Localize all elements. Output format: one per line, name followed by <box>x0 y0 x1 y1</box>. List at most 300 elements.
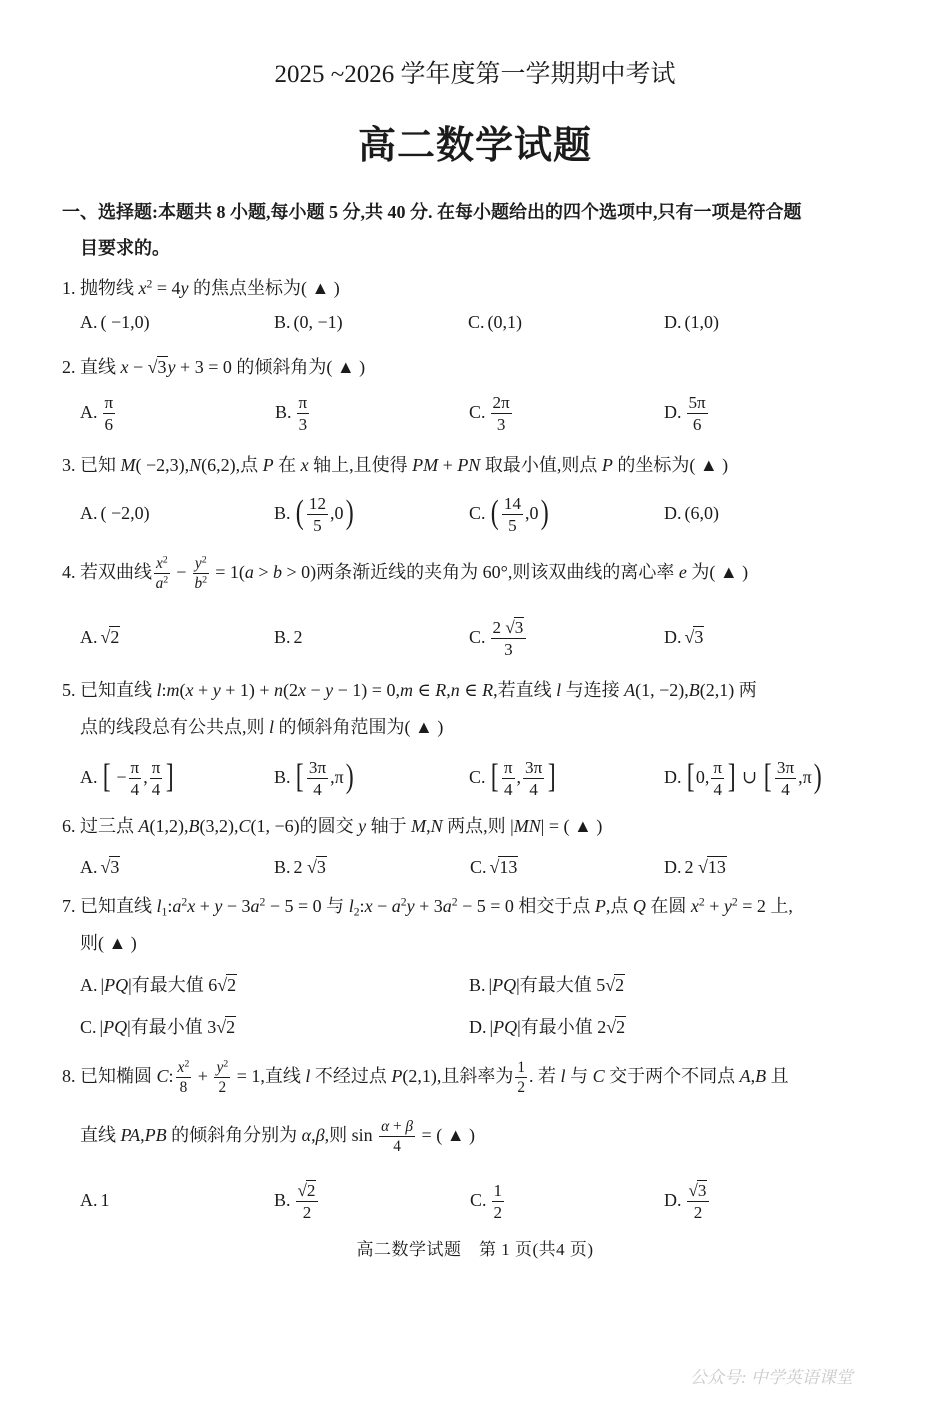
fraction-denominator: 4 <box>393 1138 401 1156</box>
fraction-numerator: 3π <box>307 758 328 780</box>
math-text: ( −2,0) <box>100 503 150 523</box>
math-variable: PQ <box>103 1017 128 1037</box>
option-row <box>0 307 950 337</box>
option-content <box>685 857 727 877</box>
math-text: ∈ <box>459 680 483 700</box>
math-variable: β <box>315 1125 325 1145</box>
fraction <box>193 555 209 593</box>
math-variable: y <box>212 680 221 700</box>
option-content <box>295 392 312 435</box>
math-text: (2,1) 两 <box>699 680 757 700</box>
math-text: ,π <box>330 767 344 787</box>
math-text: , <box>516 767 522 787</box>
math-text: (6,2),点 <box>201 455 263 475</box>
math-text: (0, −1) <box>293 312 343 332</box>
math-variable: m <box>399 680 413 700</box>
superscript: 2 <box>181 895 188 909</box>
fraction-numerator: 1 <box>515 1059 527 1079</box>
superscript: 2 <box>146 277 153 291</box>
math-variable: B <box>188 816 200 836</box>
math-text: + <box>193 680 213 700</box>
math-text: : <box>161 680 167 700</box>
math-text: ,点 <box>605 896 633 916</box>
math-variable: x <box>177 1058 185 1076</box>
option-label: A. <box>80 975 98 995</box>
option-label: A. <box>80 312 98 332</box>
question-stem <box>62 1048 789 1104</box>
option-label: C. <box>469 767 486 787</box>
large-delimiter: ] <box>727 757 736 795</box>
square-root <box>605 976 625 996</box>
fraction <box>176 1059 192 1097</box>
fraction <box>214 1059 230 1097</box>
option-label: D. <box>664 312 682 332</box>
fraction <box>379 1118 415 1156</box>
math-variable: P <box>391 1066 403 1086</box>
math-text: (2 <box>282 680 298 700</box>
option-label: D. <box>664 857 682 877</box>
math-variable: l <box>348 896 354 916</box>
square-root <box>298 1182 317 1201</box>
fraction <box>129 758 142 800</box>
option-a <box>80 852 120 882</box>
math-variable: B <box>755 1066 767 1086</box>
math-variable: b <box>273 562 282 582</box>
math-text: − 3 <box>222 896 251 916</box>
math-variable: C <box>592 1066 605 1086</box>
option-content <box>685 312 720 332</box>
math-variable: N <box>430 816 443 836</box>
math-text: > <box>253 562 273 582</box>
fraction <box>103 393 116 435</box>
math-variable: C <box>156 1066 169 1086</box>
math-text: 直线 <box>80 1125 121 1145</box>
math-text: 的倾斜角分别为 <box>166 1125 302 1145</box>
math-text: + <box>389 1117 406 1135</box>
math-variable: n <box>450 680 460 700</box>
math-variable: y <box>216 1058 224 1076</box>
math-text: − <box>128 357 148 377</box>
option-d <box>664 307 719 337</box>
option-content <box>685 392 710 435</box>
large-delimiter: [ <box>490 757 499 795</box>
fraction-numerator: π <box>297 393 310 415</box>
option-label: C. <box>468 312 485 332</box>
math-text: ( −2,3), <box>135 455 190 475</box>
radicand: 3 <box>110 857 120 877</box>
option-b <box>274 1172 320 1228</box>
option-row <box>0 852 950 882</box>
math-variable: x <box>297 680 306 700</box>
option-d <box>664 852 727 882</box>
option-c <box>468 307 522 337</box>
fraction-denominator: 6 <box>692 415 702 435</box>
large-delimiter: ) <box>345 757 354 795</box>
math-variable: PQ <box>104 975 129 995</box>
math-text: ,0 <box>330 503 344 523</box>
fraction-numerator: π <box>711 758 724 780</box>
option-label: C. <box>469 402 486 422</box>
option-label: B. <box>274 312 291 332</box>
math-variable: PM <box>412 455 439 475</box>
option-label: A. <box>80 1190 98 1210</box>
math-text: | <box>488 975 493 995</box>
fraction <box>775 758 796 800</box>
superscript: 2 <box>259 895 266 909</box>
fraction <box>687 393 708 435</box>
fraction-denominator: 6 <box>104 415 114 435</box>
fraction-denominator: 8 <box>179 1079 188 1097</box>
math-variable: y <box>406 896 415 916</box>
math-text: 的焦点坐标为( ▲ ) <box>188 278 340 298</box>
option-d <box>664 749 823 805</box>
math-variable: A <box>739 1066 751 1086</box>
math-variable: y <box>214 896 223 916</box>
math-variable: l <box>156 896 162 916</box>
radicand: 2 <box>615 975 625 995</box>
math-text: , <box>750 1066 756 1086</box>
math-variable: a <box>391 896 401 916</box>
fraction <box>502 494 523 536</box>
math-text: 0, <box>695 767 710 787</box>
option-label: A. <box>80 857 98 877</box>
math-variable: MN <box>513 816 541 836</box>
option-label: B. <box>274 857 291 877</box>
math-text: ( <box>179 680 186 700</box>
math-text: − <box>171 562 191 582</box>
fraction-numerator: π <box>103 393 116 415</box>
square-root <box>689 1182 708 1201</box>
fraction-denominator: 4 <box>529 780 538 800</box>
option-label: A. <box>80 402 98 422</box>
fraction-numerator: 1 <box>492 1181 505 1203</box>
option-label: C. <box>469 627 486 647</box>
math-text: 2 <box>492 617 506 637</box>
option-a <box>80 307 150 337</box>
math-text: > 0)两条渐近线的夹角为 60°,则该双曲线的离心率 <box>282 562 679 582</box>
option-label: C. <box>470 1190 487 1210</box>
fraction <box>307 494 328 536</box>
math-text: , <box>143 767 148 787</box>
math-text: 两点,则 | <box>442 816 514 836</box>
option-content <box>490 1180 507 1223</box>
fraction <box>687 1181 710 1223</box>
option-label: B. <box>274 767 291 787</box>
math-variable: x <box>187 896 196 916</box>
option-b <box>274 749 355 805</box>
math-text: 3. 已知 <box>62 455 121 475</box>
math-text: + <box>704 896 724 916</box>
math-variable: β <box>405 1117 414 1135</box>
superscript: 2 <box>163 574 169 586</box>
radicand: 2 <box>227 975 237 995</box>
fraction-denominator: 3 <box>496 415 506 435</box>
subject-title: 高二数学试题 <box>357 125 592 167</box>
fraction-numerator <box>491 618 527 640</box>
option-content <box>488 312 523 332</box>
math-text: , <box>446 680 451 700</box>
fraction <box>492 1181 505 1223</box>
radicand: 3 <box>514 617 524 637</box>
math-text: 在圆 <box>645 896 691 916</box>
math-variable: y <box>358 816 367 836</box>
math-text: (2,1),且斜率为 <box>402 1066 514 1086</box>
option-c <box>470 852 518 882</box>
question-stem <box>62 273 340 303</box>
math-variable: x <box>185 680 194 700</box>
math-text: + 3 = 0 的倾斜角为( ▲ ) <box>175 357 366 377</box>
math-variable: M <box>120 455 136 475</box>
radicand: 3 <box>694 627 704 647</box>
section-heading: 一、选择题:本题共 8 小题,每小题 5 分,共 40 分. 在每小题给出的四个选项中,只有一项是符合题 <box>62 202 802 222</box>
option-label: C. <box>80 1017 97 1037</box>
large-delimiter: ) <box>345 493 354 531</box>
option-label: A. <box>80 503 98 523</box>
math-variable: N <box>189 455 202 475</box>
math-variable: P <box>601 455 613 475</box>
large-delimiter: [ <box>102 757 111 795</box>
math-variable: a <box>244 562 254 582</box>
square-root <box>217 976 237 996</box>
math-text: (0,1) <box>487 312 523 332</box>
fraction <box>491 618 527 660</box>
fraction <box>297 393 310 435</box>
fraction-denominator <box>154 574 170 593</box>
option-label: B. <box>275 402 292 422</box>
option-content <box>685 627 705 647</box>
superscript: 2 <box>184 1058 190 1070</box>
radicand: 13 <box>707 857 726 877</box>
option-d <box>664 1172 711 1228</box>
option-content <box>101 503 150 523</box>
math-text: 7. 已知直线 <box>62 896 157 916</box>
option-content <box>490 857 519 877</box>
large-delimiter: ] <box>547 757 556 795</box>
option-content <box>489 975 626 995</box>
fraction-numerator: 3π <box>523 758 544 780</box>
math-text: 与 <box>565 1066 593 1086</box>
math-variable: B <box>688 680 700 700</box>
math-text: 取最小值,则点 <box>480 455 602 475</box>
option-a <box>80 970 237 1000</box>
math-variable: PQ <box>493 1017 518 1037</box>
fraction-denominator: 2 <box>218 1079 227 1097</box>
math-variable: PA <box>120 1125 141 1145</box>
option-row <box>0 749 950 805</box>
math-variable: b <box>194 575 203 593</box>
math-text: 6. 过三点 <box>62 816 139 836</box>
fraction-denominator: 5 <box>313 516 322 536</box>
math-variable: PB <box>144 1125 167 1145</box>
math-text: ( −1,0) <box>100 312 150 332</box>
option-content <box>101 312 150 332</box>
option-label: D. <box>664 627 682 647</box>
math-text: , <box>426 816 431 836</box>
math-text: 4. 若双曲线 <box>62 562 152 582</box>
fraction-denominator: 2 <box>302 1203 312 1223</box>
option-content <box>489 392 514 435</box>
math-text: + 1) + <box>220 680 274 700</box>
fraction <box>150 758 163 800</box>
fraction-numerator: 12 <box>307 494 328 516</box>
square-root <box>606 1018 626 1038</box>
large-delimiter: [ <box>686 757 695 795</box>
fraction <box>515 1059 527 1097</box>
math-variable: M <box>411 816 427 836</box>
math-text: − 1) = 0, <box>333 680 400 700</box>
option-label: C. <box>469 503 486 523</box>
option-label: B. <box>469 975 486 995</box>
large-delimiter: ] <box>166 757 175 795</box>
math-text: 2. 直线 <box>62 357 121 377</box>
option-b <box>274 609 303 665</box>
math-variable: α <box>301 1125 312 1145</box>
question-stem <box>62 675 757 705</box>
math-text: ∪ <box>737 767 762 787</box>
math-text: | <box>100 975 105 995</box>
square-root <box>148 358 168 378</box>
option-label: B. <box>274 627 291 647</box>
math-text: |有最大值 5 <box>516 975 606 995</box>
fraction-numerator: π <box>150 758 163 780</box>
option-content <box>490 1017 627 1037</box>
math-text: 的坐标为( ▲ ) <box>612 455 729 475</box>
option-c <box>469 485 550 541</box>
option-d <box>664 609 704 665</box>
math-variable: n <box>273 680 283 700</box>
fraction-denominator: 3 <box>298 415 308 435</box>
math-variable: l <box>269 717 275 737</box>
math-text: = ( ▲ ) <box>417 1125 476 1145</box>
math-text: (3,2), <box>199 816 239 836</box>
question-stem-continued <box>80 928 137 958</box>
option-a <box>80 485 150 541</box>
math-text: (6,0) <box>684 503 719 523</box>
fraction <box>523 758 544 800</box>
fraction-denominator: 2 <box>517 1079 526 1097</box>
question-stem-continued <box>80 1107 475 1163</box>
fraction-numerator: 14 <box>502 494 523 516</box>
square-root <box>216 1018 236 1038</box>
option-a <box>80 609 120 665</box>
fraction-numerator <box>379 1118 415 1138</box>
math-text: + <box>195 896 215 916</box>
option-content <box>489 493 550 536</box>
math-text: 5. 已知直线 <box>62 680 157 700</box>
math-text: ,0 <box>525 503 539 523</box>
math-text: 2 <box>293 627 303 647</box>
square-root <box>101 628 121 648</box>
fraction <box>491 393 512 435</box>
superscript: 2 <box>698 895 705 909</box>
option-content <box>294 857 327 877</box>
math-variable: x <box>156 554 163 572</box>
math-variable: a <box>172 896 182 916</box>
square-root <box>685 628 705 648</box>
math-variable: x <box>690 896 699 916</box>
square-root <box>505 619 524 638</box>
math-variable: A <box>138 816 150 836</box>
option-a <box>80 1172 110 1228</box>
math-variable: x <box>364 896 373 916</box>
math-variable: l <box>556 680 562 700</box>
option-content <box>685 1180 712 1223</box>
option-row <box>0 384 950 440</box>
option-c <box>80 1012 236 1042</box>
math-variable: R <box>482 680 494 700</box>
fraction-numerator: 3π <box>775 758 796 780</box>
fraction-denominator: 4 <box>781 780 790 800</box>
fraction-numerator: π <box>129 758 142 780</box>
question-stem-continued <box>80 712 443 742</box>
option-d <box>469 1012 626 1042</box>
option-content <box>294 757 356 800</box>
math-variable: m <box>166 680 180 700</box>
math-variable: y <box>167 357 176 377</box>
option-b <box>274 307 343 337</box>
radicand: 2 <box>226 1017 236 1037</box>
option-row <box>0 970 950 1000</box>
fraction-numerator: π <box>502 758 515 780</box>
option-content <box>101 757 176 800</box>
large-delimiter: ) <box>540 493 549 531</box>
option-content <box>101 1190 110 1210</box>
option-label: A. <box>80 627 98 647</box>
option-content <box>100 1017 237 1037</box>
radicand: 3 <box>316 857 326 877</box>
question-stem <box>62 811 602 841</box>
option-b <box>274 485 355 541</box>
option-content <box>101 392 118 435</box>
fraction <box>711 758 724 800</box>
option-label: D. <box>664 1190 682 1210</box>
math-text: : <box>359 896 365 916</box>
superscript: 2 <box>731 895 738 909</box>
math-variable: P <box>594 896 606 916</box>
superscript: 2 <box>162 554 168 566</box>
math-text: 不经过点 <box>310 1066 392 1086</box>
fraction-numerator <box>154 555 170 575</box>
large-delimiter: ) <box>813 757 822 795</box>
math-text: 2 <box>293 857 308 877</box>
math-text: (1, −2), <box>635 680 689 700</box>
math-text: ,若直线 <box>493 680 557 700</box>
fraction-numerator: 2π <box>491 393 512 415</box>
option-label: D. <box>664 402 682 422</box>
option-label: B. <box>274 503 291 523</box>
math-variable: l <box>560 1066 566 1086</box>
large-delimiter: ( <box>490 493 499 531</box>
math-text: = 2 上, <box>737 896 793 916</box>
fraction-denominator: 4 <box>713 780 722 800</box>
math-text: : <box>167 896 173 916</box>
math-text: 1 <box>100 1190 110 1210</box>
math-text: , <box>140 1125 145 1145</box>
option-content <box>101 975 238 995</box>
fraction-denominator: 4 <box>313 780 322 800</box>
option-c <box>469 384 514 440</box>
math-text: − <box>372 896 392 916</box>
math-variable: x <box>120 357 129 377</box>
superscript: 2 <box>201 554 207 566</box>
fraction-denominator <box>193 574 209 593</box>
radicand: 3 <box>157 357 167 377</box>
question-stem <box>62 450 728 480</box>
large-delimiter: ( <box>295 493 304 531</box>
superscript: 2 <box>400 895 407 909</box>
math-variable: e <box>678 562 687 582</box>
math-text: , <box>311 1125 316 1145</box>
